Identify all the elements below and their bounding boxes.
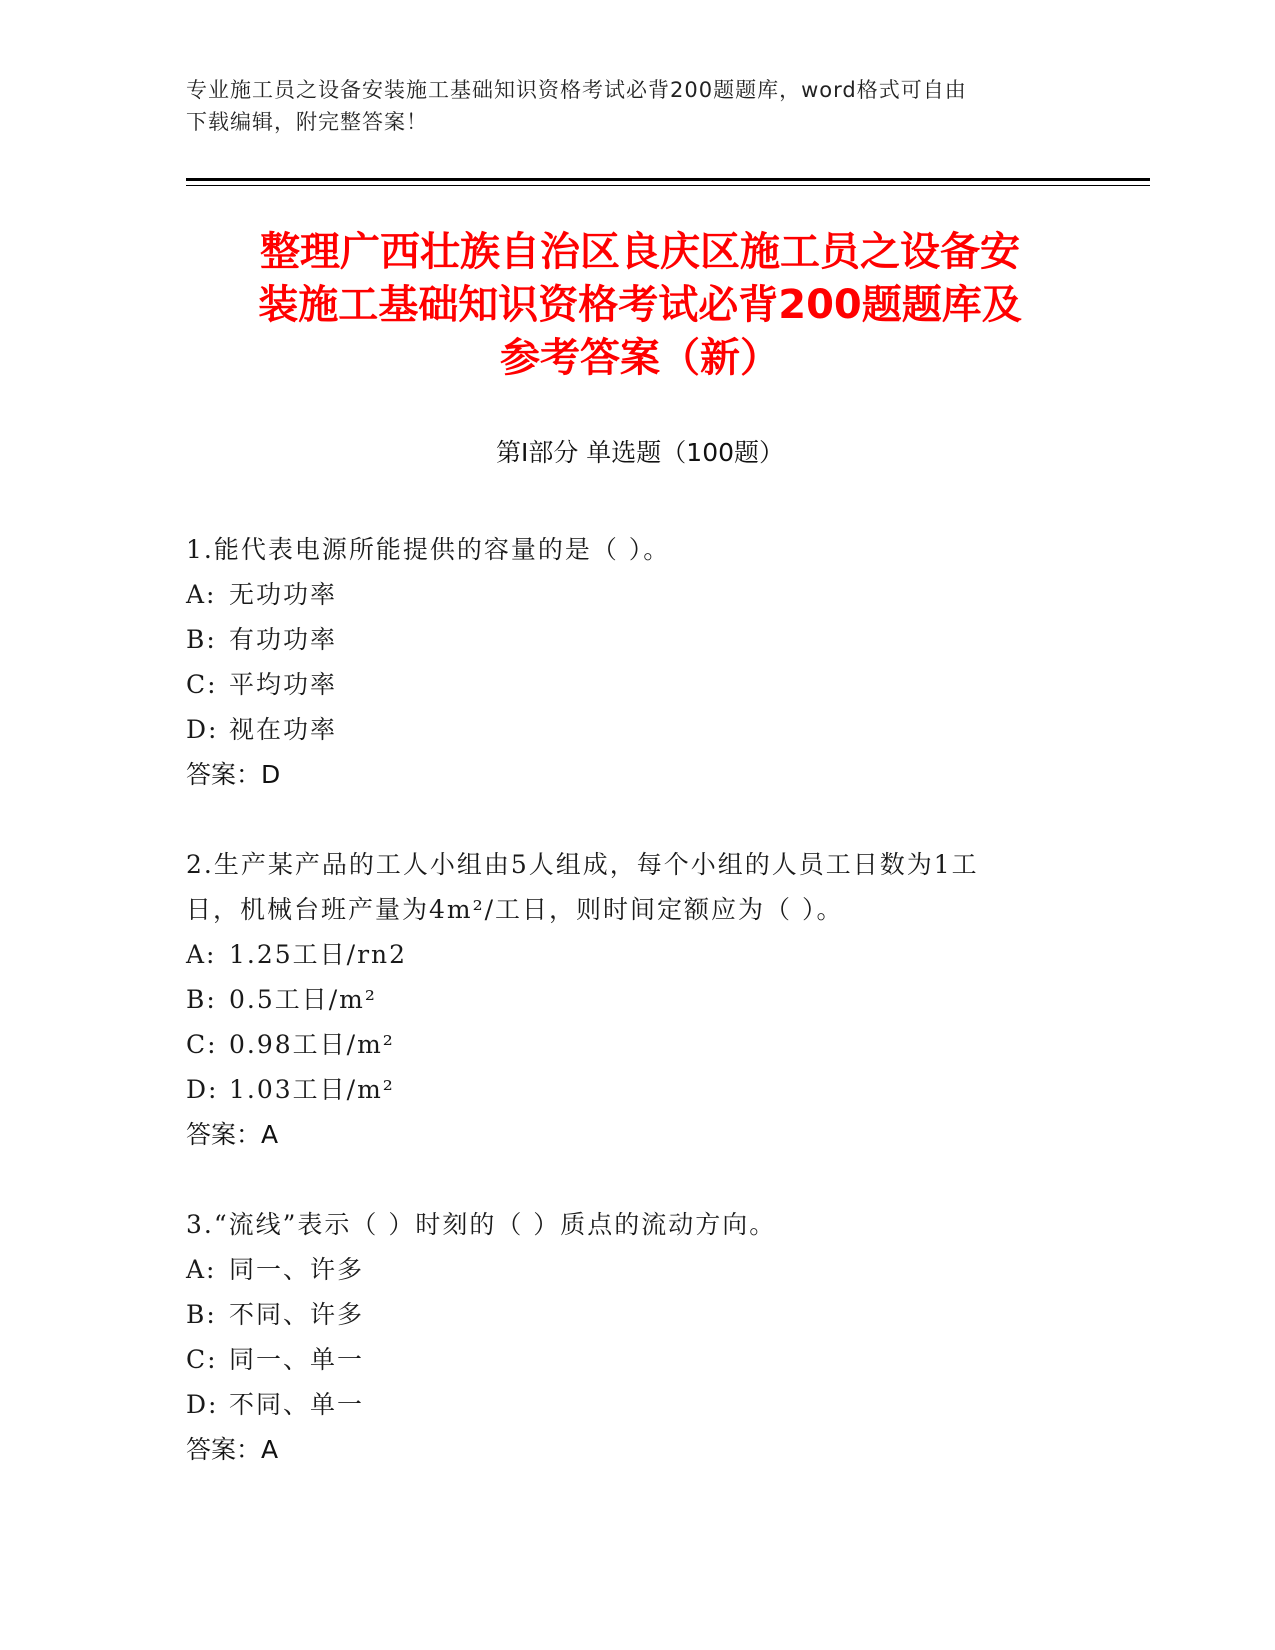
option-d	[186, 707, 1086, 752]
option-d	[186, 1067, 1086, 1112]
option-key: A:	[186, 580, 217, 609]
option-key: D:	[186, 715, 219, 744]
header-note	[186, 74, 1086, 138]
option-text: 不同、许多	[229, 1300, 365, 1329]
option-b	[186, 977, 1086, 1022]
option-d	[186, 1382, 1086, 1427]
option-key: B:	[186, 625, 217, 654]
option-key: A:	[186, 1255, 217, 1284]
section-heading: 第Ⅰ部分 单选题（100题）	[495, 438, 785, 467]
answer-line: 答案：A	[186, 1435, 279, 1464]
option-text: 0.98工日/m²	[229, 1030, 395, 1059]
header-note-line-1: 专业施工员之设备安装施工基础知识资格考试必背200题题库，word格式可自由	[186, 78, 967, 102]
option-text: 同一、单一	[229, 1345, 365, 1374]
question-2	[186, 842, 1086, 1157]
header-divider-thin	[186, 185, 1150, 186]
option-text: 平均功率	[229, 670, 338, 699]
question-list	[186, 527, 1086, 1517]
title-line-3: 参考答案（新）	[500, 335, 780, 381]
header-note-line-2: 下载编辑，附完整答案！	[186, 110, 428, 134]
option-b	[186, 1292, 1086, 1337]
option-text: 1.25工日/rn2	[229, 940, 408, 969]
option-c	[186, 1022, 1086, 1067]
answer-line: 答案：D	[186, 760, 281, 789]
option-key: C:	[186, 1345, 218, 1374]
option-b	[186, 617, 1086, 662]
option-text: 不同、单一	[229, 1390, 365, 1419]
question-stem-continued: 日，机械台班产量为4m²/工日，则时间定额应为（ ）。	[186, 895, 844, 924]
option-key: C:	[186, 1030, 218, 1059]
option-c	[186, 662, 1086, 707]
option-a	[186, 1247, 1086, 1292]
question-stem: 2.生产某产品的工人小组由5人组成，每个小组的人员工日数为1工	[186, 850, 979, 879]
option-key: D:	[186, 1390, 219, 1419]
option-text: 0.5工日/m²	[229, 985, 377, 1014]
option-a	[186, 572, 1086, 617]
question-stem: 1.能代表电源所能提供的容量的是（ ）。	[186, 535, 671, 564]
header-divider-thick	[186, 178, 1150, 181]
option-a	[186, 932, 1086, 977]
option-text: 1.03工日/m²	[229, 1075, 395, 1104]
option-key: A:	[186, 940, 217, 969]
option-text: 有功功率	[229, 625, 338, 654]
question-1	[186, 527, 1086, 797]
option-key: D:	[186, 1075, 219, 1104]
option-key: B:	[186, 985, 217, 1014]
option-text: 无功功率	[229, 580, 338, 609]
title-line-1: 整理广西壮族自治区良庆区施工员之设备安	[260, 229, 1020, 275]
option-text: 视在功率	[229, 715, 338, 744]
question-stem: 3.“流线”表示（ ）时刻的（ ）质点的流动方向。	[186, 1210, 777, 1239]
option-text: 同一、许多	[229, 1255, 365, 1284]
title-line-2: 装施工基础知识资格考试必背200题题库及	[258, 282, 1022, 328]
option-key: C:	[186, 670, 218, 699]
document-title	[186, 226, 1094, 385]
option-key: B:	[186, 1300, 217, 1329]
answer-line: 答案：A	[186, 1120, 279, 1149]
option-c	[186, 1337, 1086, 1382]
question-3	[186, 1202, 1086, 1472]
